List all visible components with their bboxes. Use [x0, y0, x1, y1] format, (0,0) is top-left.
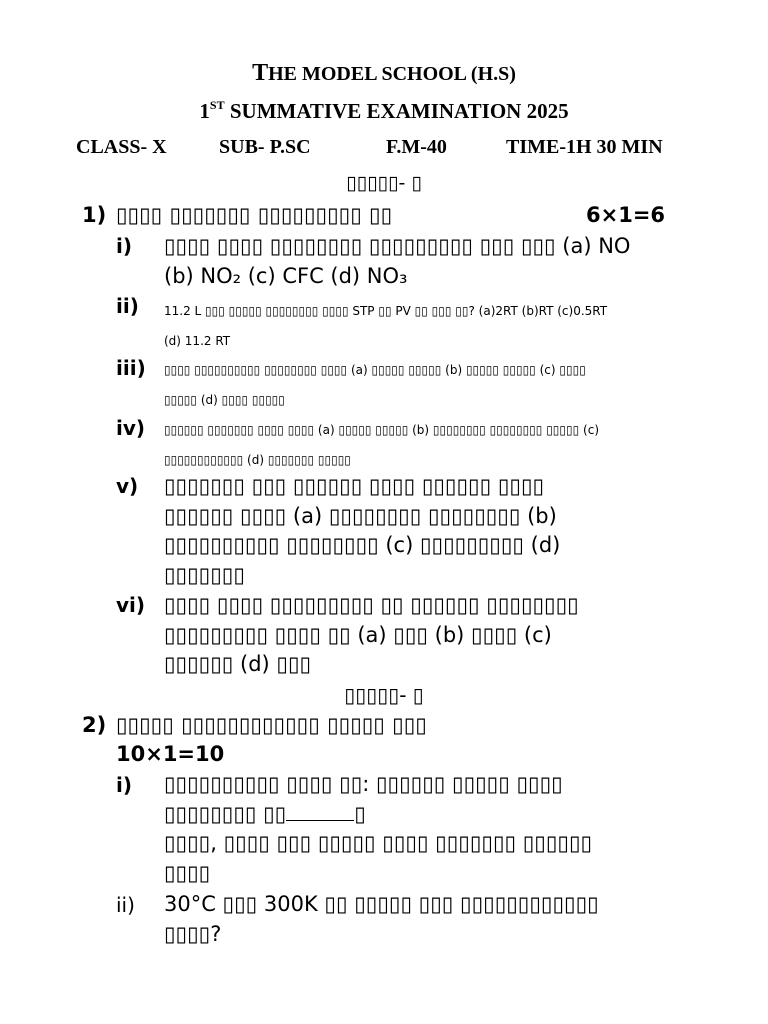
item-number: i): [116, 773, 132, 797]
answer-blank: [286, 802, 354, 821]
time-label: TIME-1H 30 MIN: [506, 136, 663, 158]
exam-title-text: SUMMATIVE EXAMINATION 2025: [224, 99, 569, 123]
item-line: ▯▯▯▯▯▯▯▯▯▯▯▯ (d) ▯▯▯▯▯▯▯ ▯▯▯▯▯: [164, 453, 351, 467]
school-name-rest: HE MODEL SCHOOL (H.S): [268, 63, 516, 85]
item-line: ▯▯▯▯▯▯ ▯▯▯▯ (a) ▯▯▯▯▯▯▯▯ ▯▯▯▯▯▯▯▯ (b): [164, 503, 557, 528]
item-number: ii): [116, 294, 139, 318]
item-number: ii): [116, 893, 135, 917]
item-line: ▯▯▯▯▯▯ (d) ▯▯▯: [164, 652, 312, 676]
mcq-item: [164, 591, 579, 680]
item-number: iii): [116, 356, 146, 380]
subject-label: SUB- P.SC: [219, 136, 311, 158]
full-marks-label: F.M-40: [386, 136, 447, 158]
item-line: ▯▯▯▯▯▯▯▯▯▯ ▯▯▯▯▯▯▯▯ (c) ▯▯▯▯▯▯▯▯▯ (d): [164, 533, 561, 557]
mcq-item: [164, 472, 560, 590]
question-1-text: ▯▯▯▯ ▯▯▯▯▯▯▯ ▯▯▯▯▯▯▯▯▯ ▯▯: [116, 203, 393, 227]
item-line: ▯▯▯▯, ▯▯▯▯ ▯▯▯ ▯▯▯▯▯ ▯▯▯▯ ▯▯▯▯▯▯▯ ▯▯▯▯▯▯: [164, 831, 593, 855]
item-line: ▯▯▯▯ ▯▯▯▯ ▯▯▯▯▯▯▯▯ ▯▯▯▯▯▯▯▯▯ ▯▯▯ ▯▯▯ (a) NO: [164, 234, 631, 258]
school-name: [0, 60, 768, 87]
question-item: [164, 890, 599, 949]
item-number: v): [116, 474, 139, 498]
question-2-marks: 10×1=10: [116, 742, 225, 766]
item-line: (b) NO₂ (c) CFC (d) NO₃: [164, 263, 408, 288]
item-line: ▯▯▯▯ ▯▯▯▯▯▯▯▯▯▯ ▯▯▯▯▯▯▯▯ ▯▯▯▯ (a) ▯▯▯▯▯ ▯▯▯▯▯ (b) ▯▯▯▯▯ ▯▯▯▯▯ (c) ▯▯▯▯: [164, 363, 586, 377]
fill-blank-item: [164, 770, 592, 888]
exam-title: [0, 98, 768, 124]
item-number: vi): [116, 593, 146, 617]
question-1-marks: 6×1=6: [586, 203, 666, 227]
section-b-heading: ▯▯▯▯▯- ▯: [344, 683, 424, 707]
item-line-text: ▯: [354, 801, 366, 826]
item-line: ▯▯▯▯▯▯ ▯▯▯▯▯▯▯ ▯▯▯▯ ▯▯▯▯ (a) ▯▯▯▯▯ ▯▯▯▯▯ (b) ▯▯▯▯▯▯▯▯ ▯▯▯▯▯▯▯▯ ▯▯▯▯▯ (c): [164, 423, 599, 437]
exam-title-ordinal: ST: [209, 98, 225, 112]
item-line: ▯▯▯▯ ▯▯▯▯ ▯▯▯▯▯▯▯▯▯ ▯▯ ▯▯▯▯▯▯ ▯▯▯▯▯▯▯▯: [164, 593, 579, 617]
item-number: iv): [116, 416, 146, 440]
mcq-item: [164, 232, 630, 291]
question-2-text: ▯▯▯▯▯ ▯▯▯▯▯▯▯▯▯▯▯▯ ▯▯▯▯▯ ▯▯▯: [116, 713, 427, 737]
mcq-item: [164, 355, 586, 415]
class-label: CLASS- X: [76, 136, 167, 158]
school-name-initial: T: [252, 60, 269, 86]
item-line: ▯▯▯▯▯▯▯▯▯▯ ▯▯▯▯ ▯▯: ▯▯▯▯▯▯ ▯▯▯▯▯ ▯▯▯▯: [164, 772, 563, 796]
item-line: 11.2 L ▯▯▯ ▯▯▯▯▯ ▯▯▯▯▯▯▯▯ ▯▯▯▯ STP ▯▯ PV ▯▯ ▯▯▯ ▯▯? (a)2RT (b)RT (c)0.5RT: [164, 304, 608, 318]
item-line: (d) 11.2 RT: [164, 334, 231, 348]
item-line-text: ▯▯▯▯▯▯▯▯ ▯▯: [164, 801, 287, 826]
item-line: ▯▯▯▯?: [164, 921, 222, 946]
mcq-item: [164, 296, 607, 356]
item-line: ▯▯▯▯▯ (d) ▯▯▯▯ ▯▯▯▯▯: [164, 393, 285, 407]
item-line: ▯▯▯▯▯▯▯▯▯ ▯▯▯▯ ▯▯ (a) ▯▯▯ (b) ▯▯▯▯ (c): [164, 622, 552, 647]
section-a-heading: ▯▯▯▯▯- ▯: [346, 172, 422, 194]
item-line: ▯▯▯▯: [164, 860, 211, 885]
question-2-number: 2): [82, 713, 107, 737]
item-line: [164, 800, 592, 830]
question-1-number: 1): [82, 203, 107, 227]
item-number: i): [116, 234, 132, 258]
exam-title-number: 1: [199, 99, 210, 123]
item-line: ▯▯▯▯▯▯▯: [164, 562, 245, 587]
item-line: ▯▯▯▯▯▯▯ ▯▯▯ ▯▯▯▯▯▯ ▯▯▯▯ ▯▯▯▯▯▯ ▯▯▯▯: [164, 474, 545, 498]
mcq-item: [164, 415, 599, 475]
item-line: 30°C ▯▯▯ 300K ▯▯ ▯▯▯▯▯ ▯▯▯ ▯▯▯▯▯▯▯▯▯▯▯▯: [164, 892, 599, 916]
